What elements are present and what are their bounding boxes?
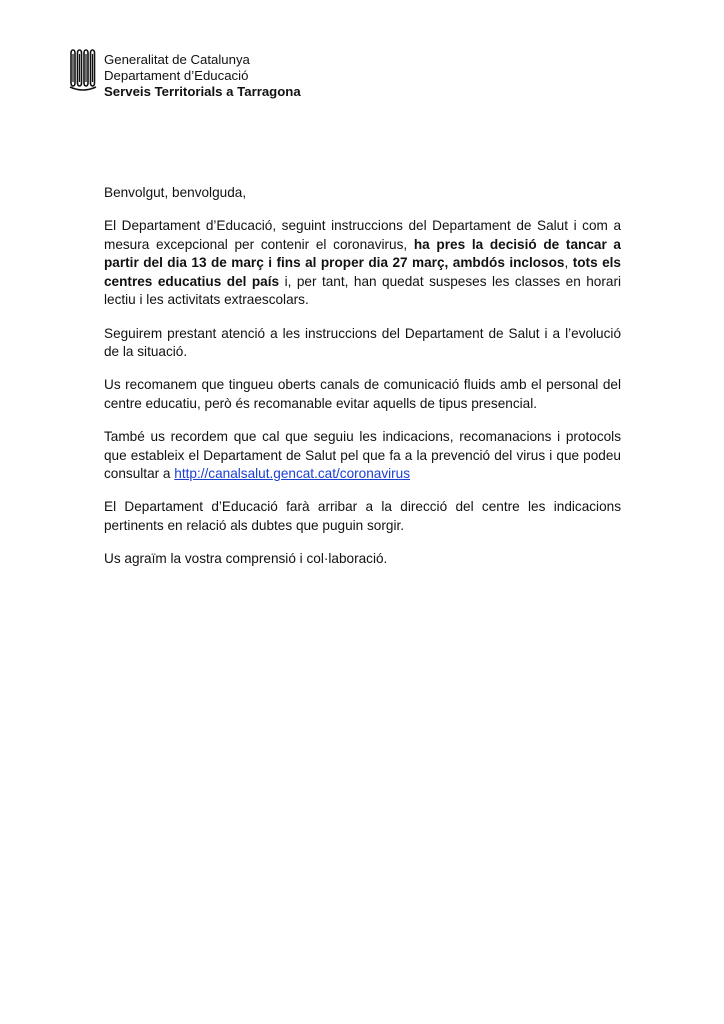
- p1-text-3: i, per tant, han quedat suspeses les classes en horari lectiu i les activitats extraescolars.: [104, 273, 621, 308]
- header-department: Departament d’Educació: [104, 68, 249, 83]
- p1-bold-closure-dates: ha pres la decisió de tancar a partir del dia 13 de març i fins al proper dia 27 març, ambdós inclosos: [104, 236, 621, 271]
- paragraph-health-protocols: [104, 428, 621, 484]
- paragraph-communication-channels: Us recomanem que tingueu oberts canals de comunicació fluids amb el personal del centre educatiu, però és recomanable evitar aquells de tipus presencial.: [104, 377, 621, 411]
- p1-bold-all-schools: tots els centres educatius del país: [104, 255, 621, 289]
- letterhead-text: [104, 52, 301, 100]
- generalitat-catalunya-logo-icon: [68, 49, 98, 91]
- p1-text-2: ,: [564, 255, 573, 271]
- header-territorial-service: Serveis Territorials a Tarragona: [104, 84, 301, 99]
- paragraph-follow-instructions: Seguirem prestant atenció a les instruccions del Departament de Salut i a l’evolució de la situació.: [104, 325, 621, 360]
- paragraph-thanks: Us agraïm la vostra comprensió i col·laboració.: [104, 550, 388, 566]
- letterhead: [68, 49, 428, 109]
- p4-text: També us recordem que cal que seguiu les indicacions, recomanacions i protocols que estableix el Departament de Salut pel que fa a la prevenció del virus i que podeu consultar a: [104, 428, 621, 482]
- canalsalut-coronavirus-link[interactable]: http://canalsalut.gencat.cat/coronavirus: [174, 466, 411, 482]
- header-organization: Generalitat de Catalunya: [104, 52, 250, 67]
- letter-body: [104, 184, 621, 583]
- greeting: Benvolgut, benvolguda,: [104, 185, 247, 200]
- paragraph-questions: El Departament d’Educació farà arribar a la direcció del centre les indicacions pertinents en relació als dubtes que puguin sorgir.: [104, 499, 621, 533]
- paragraph-school-closure: [104, 217, 621, 310]
- p1-text-1: El Departament d’Educació, seguint instruccions del Departament de Salut i com a mesura excepcional per contenir el coronavirus,: [104, 218, 621, 252]
